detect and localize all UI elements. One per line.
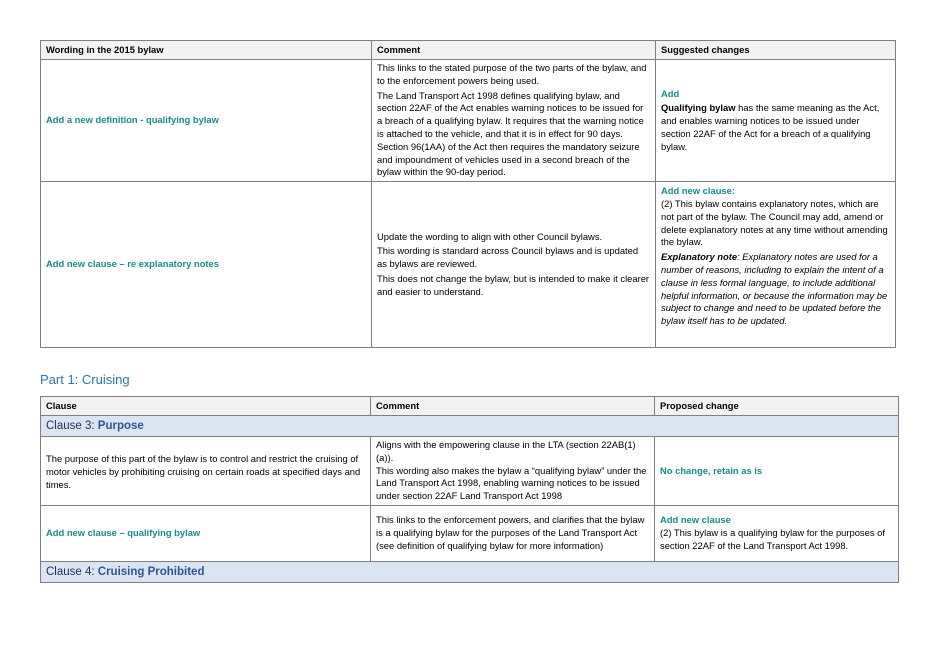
change-paragraph: (2) This bylaw is a qualifying bylaw for the purposes of section 22AF of the Land Transport Act 1998. xyxy=(660,527,885,551)
clause-4-heading xyxy=(41,561,899,582)
part-heading: Part 1: Cruising xyxy=(40,372,130,387)
comment-paragraph: The Land Transport Act 1998 defines qualifying bylaw, and section 22AF of the Act enables warning notices to be issued for a breach of a qualifying bylaw. It requires that the warning notice is attached to the vehicle, and that it is in effect for 90 days. Section 96(1AA) of the Act then requires the mandatory seizure and impoundment of vehicles used in a second breach of the bylaw within the 90-day period. xyxy=(377,89,644,178)
comment-paragraph: This wording is standard across Council bylaws and is updated as bylaws are reviewed. xyxy=(377,245,639,270)
change-heading: No change, retain as is xyxy=(660,464,763,476)
column-header-comment: Comment xyxy=(371,397,655,416)
comment-paragraph: This wording also makes the bylaw a “qualifying bylaw” under the Land Transport Act 1998, enabling warning notices to be issued under section 22AF Land Transport Act 1998 xyxy=(376,464,647,502)
note-label: Explanatory note xyxy=(661,251,738,263)
table-header-row xyxy=(41,397,899,416)
comment-cell xyxy=(371,437,655,506)
clause-title: Cruising Prohibited xyxy=(97,565,205,578)
comment-cell xyxy=(372,60,656,182)
column-header-suggested-changes: Suggested changes xyxy=(656,41,896,60)
comment-paragraph: This does not change the bylaw, but is intended to make it clearer and easier to understand. xyxy=(377,273,650,297)
clause-number: Clause 4: xyxy=(46,565,98,578)
change-heading: Add new clause xyxy=(660,514,731,526)
comment-paragraph: Aligns with the empowering clause in the LTA (section 22AB(1)(a)). xyxy=(376,439,636,463)
proposed-change-cell xyxy=(655,505,899,561)
column-header-comment: Comment xyxy=(372,41,656,60)
comment-paragraph: Update the wording to align with other Council bylaws. xyxy=(377,230,603,242)
column-header-wording: Wording in the 2015 bylaw xyxy=(41,41,372,60)
change-paragraph xyxy=(661,102,890,153)
suggested-change-cell xyxy=(656,182,896,348)
defined-term: Qualifying bylaw xyxy=(661,102,736,114)
change-heading: Add new clause: xyxy=(661,185,735,197)
wording-cell xyxy=(41,60,372,182)
column-header-clause: Clause xyxy=(41,397,371,416)
comment-paragraph: This links to the enforcement powers, and clarifies that the bylaw is a qualifying bylaw for the purposes of the Land Transport Act (see definition of qualifying bylaw for more information) xyxy=(376,514,645,551)
clause-heading-row xyxy=(41,561,899,582)
wording-text: Add new clause – re explanatory notes xyxy=(46,258,219,270)
wording-text: Add a new definition - qualifying bylaw xyxy=(46,114,219,126)
proposed-change-cell xyxy=(655,437,899,506)
comment-cell xyxy=(371,505,655,561)
clause-cell xyxy=(41,437,371,506)
table-row xyxy=(41,60,896,182)
definition-text: has the same meaning as the Act, and enables warning notices to be issued under section 22AF of the Act for a breach of a qualifying bylaw. xyxy=(661,102,880,152)
wording-cell xyxy=(41,182,372,348)
clause-text: The purpose of this part of the bylaw is to control and restrict the cruising of motor vehicles by prohibiting cruising on certain roads at specified days and times. xyxy=(46,453,361,490)
clause-text: Add new clause – qualifying bylaw xyxy=(46,527,201,539)
clause-heading-row xyxy=(41,416,899,437)
note-text: : Explanatory notes are used for a number of reasons, including to explain the intent of a clause in less formal language, to include additional helpful information, or because the information may be subject to change and need to be updated before the bylaw itself has to be updated. xyxy=(661,251,888,327)
table-row xyxy=(41,505,899,561)
table-row xyxy=(41,182,896,348)
table-row xyxy=(41,437,899,506)
bylaw-definitions-table xyxy=(40,40,896,348)
comment-paragraph: This links to the stated purpose of the two parts of the bylaw, and to the enforcement powers being used. xyxy=(377,62,647,86)
cruising-clauses-table xyxy=(40,396,899,583)
clause-number: Clause 3: xyxy=(46,419,98,432)
suggested-change-cell xyxy=(656,60,896,182)
explanatory-note xyxy=(661,251,890,328)
clause-title: Purpose xyxy=(97,419,144,432)
change-paragraph: (2) This bylaw contains explanatory notes, which are not part of the bylaw. The Council may add, amend or delete explanatory notes at any time without amending the bylaw. xyxy=(661,197,888,248)
table-header-row xyxy=(41,41,896,60)
change-heading: Add xyxy=(661,87,680,99)
clause-3-heading xyxy=(41,416,899,437)
comment-cell xyxy=(372,182,656,348)
clause-cell xyxy=(41,505,371,561)
column-header-proposed-change: Proposed change xyxy=(655,397,899,416)
